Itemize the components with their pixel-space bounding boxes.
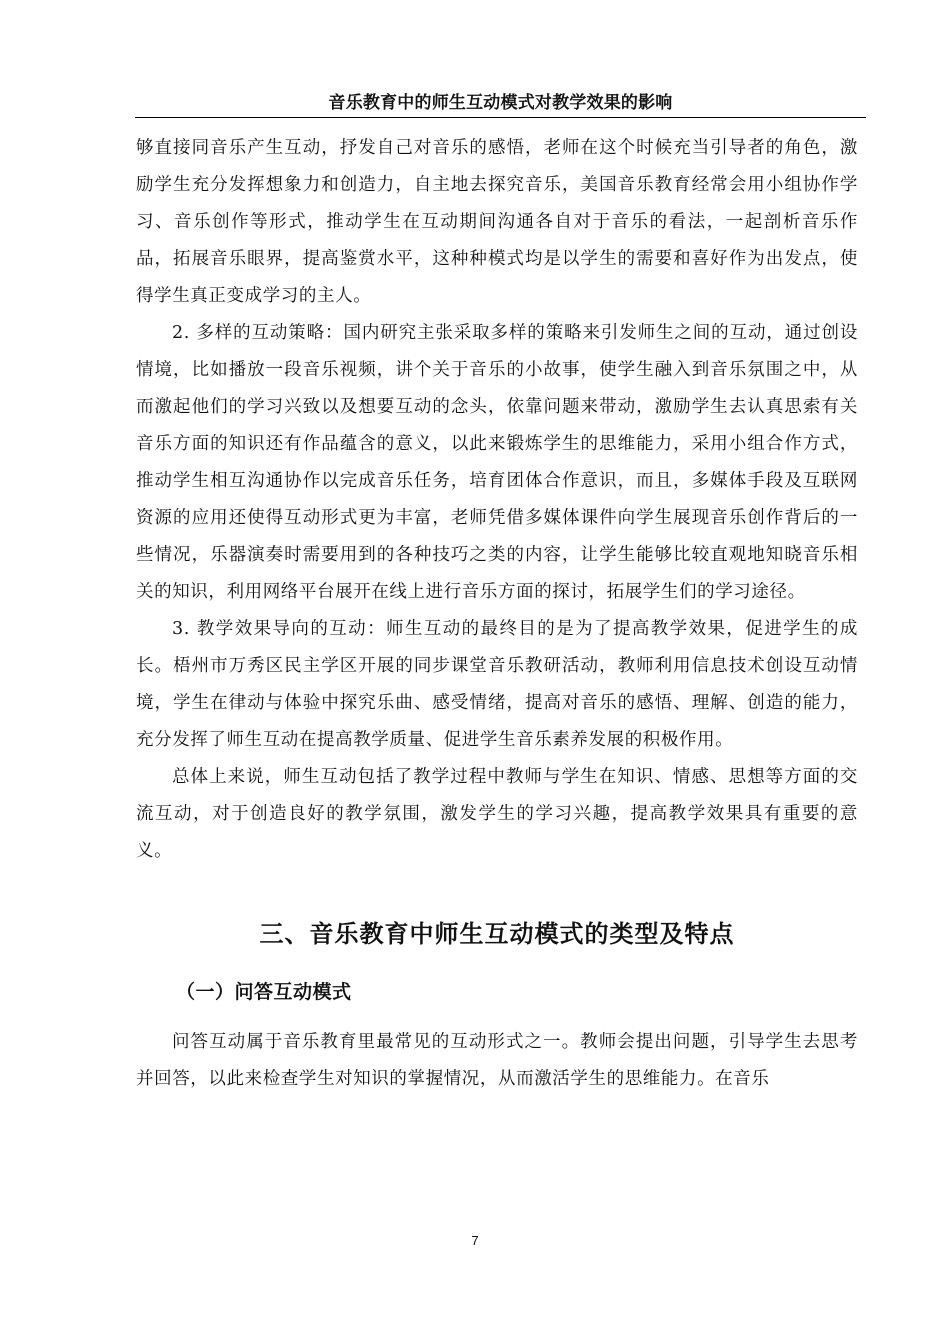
paragraph-effect-oriented-interaction: 3. 教学效果导向的互动：师生互动的最终目的是为了提高教学效果，促进学生的成长。梧州市万秀区民主学区开展的同步课堂音乐教研活动，教师利用信息技术创设互动情境，学生在律动与体验中探究乐曲、感受情绪，提高对音乐的感悟、理解、创造的能力，充分发挥了师生互动在提高教学质量、促进学生音乐素养发展的积极作用。 <box>136 619 858 750</box>
running-header-title: 音乐教育中的师生互动模式对教学效果的影响 <box>328 93 673 113</box>
page-number: 7 <box>471 1233 479 1248</box>
paragraph-continuation: 够直接同音乐产生互动，抒发自己对音乐的感悟，老师在这个时候充当引导者的角色，激励学生充分发挥想象力和创造力，自主地去探究音乐，美国音乐教育经常会用小组协作学习、音乐创作等形式，推动学生在互动期间沟通各自对于音乐的看法，一起剖析音乐作品，拓展音乐眼界，提高鉴赏水平，这种种模式均是以学生的需要和喜好作为出发点，使得学生真正变成学习的主人。 <box>136 138 858 306</box>
body-text <box>136 130 858 1098</box>
header-divider <box>135 117 866 118</box>
subsection-heading: （一）问答互动模式 <box>176 981 352 1003</box>
paragraph-qa-mode: 问答互动属于音乐教育里最常见的互动形式之一。教师会提出问题，引导学生去思考并回答，以此来检查学生对知识的掌握情况，从而激活学生的思维能力。在音乐 <box>136 1032 858 1089</box>
paragraph-interaction-strategies: 2. 多样的互动策略：国内研究主张采取多样的策略来引发师生之间的互动，通过创设情境，比如播放一段音乐视频，讲个关于音乐的小故事，使学生融入到音乐氛围之中，从而激起他们的学习兴致以及想要互动的念头，依靠问题来带动，激励学生去认真思索有关音乐方面的知识还有作品蕴含的意义，以此来锻炼学生的思维能力，采用小组合作方式，推动学生相互沟通协作以完成音乐任务，培育团体合作意识，而且，多媒体手段及互联网资源的应用还使得互动形式更为丰富，老师凭借多媒体课件向学生展现音乐创作背后的一些情况，乐器演奏时需要用到的各种技巧之类的内容，让学生能够比较直观地知晓音乐相关的知识，利用网络平台展开在线上进行音乐方面的探讨，拓展学生们的学习途径。 <box>136 323 858 602</box>
section-heading: 三、音乐教育中师生互动模式的类型及特点 <box>259 920 735 948</box>
paragraph-summary: 总体上来说，师生互动包括了教学过程中教师与学生在知识、情感、思想等方面的交流互动，对于创造良好的教学氛围，激发学生的学习兴趣，提高教学效果具有重要的意义。 <box>136 767 858 861</box>
